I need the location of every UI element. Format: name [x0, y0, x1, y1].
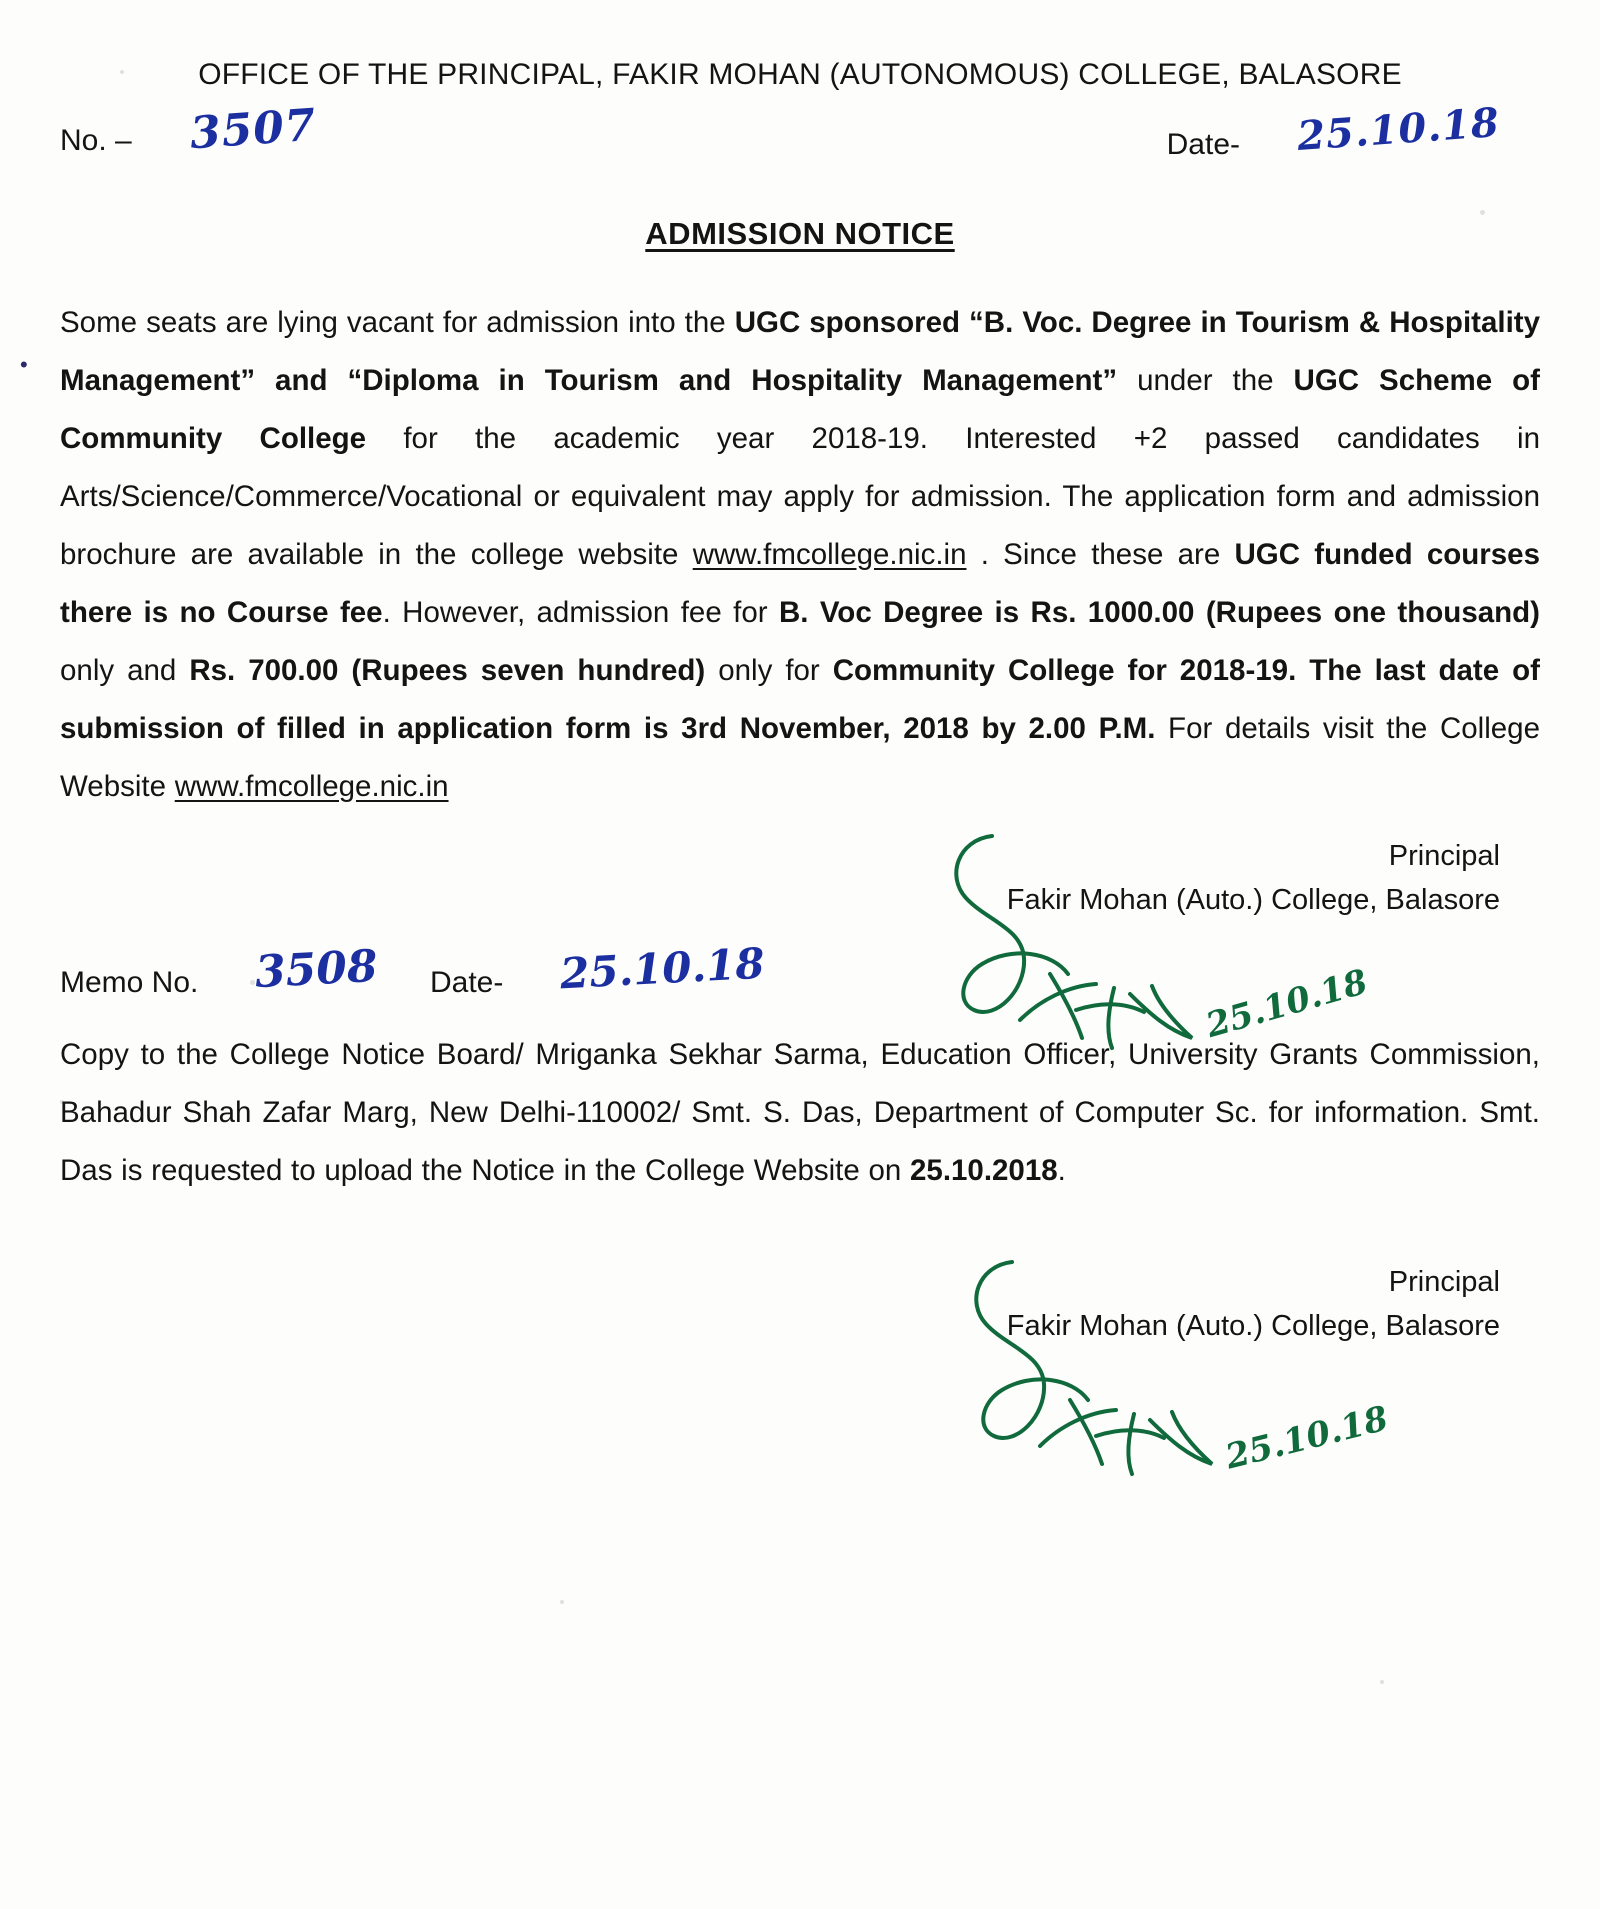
notice-body-paragraph [60, 294, 1540, 816]
reference-row [40, 98, 1560, 180]
notice-text-2: under the [1117, 364, 1294, 397]
reference-no-label: No. – [60, 124, 132, 157]
notice-bold-no-fee: UGC funded courses there is no Course fee [60, 538, 1540, 629]
signature-date-handwritten: 25.10.18 [1202, 961, 1373, 1047]
college-website-link-1[interactable]: www.fmcollege.nic.in [692, 538, 967, 571]
notice-text-5: . However, admission fee for [382, 596, 779, 629]
page-title: ADMISSION NOTICE [645, 216, 955, 251]
memo-no-label: Memo No. [60, 966, 199, 999]
reference-no-value: 3507 [188, 99, 319, 160]
notice-text-4: . Since these are [966, 538, 1235, 571]
memo-body-paragraph [60, 1026, 1540, 1200]
memo-reference-row [40, 940, 1560, 1020]
notice-text-1: Some seats are lying vacant for admission into the [60, 306, 735, 339]
memo-bold-date: 25.10.2018 [910, 1154, 1058, 1187]
college-website-link-2[interactable]: www.fmcollege.nic.in [174, 770, 449, 803]
memo-text-2: . [1057, 1154, 1066, 1187]
memo-text-1: Copy to the College Notice Board/ Mriganka Sekhar Sarma, Education Officer, University Grants Commission, Bahadur Shah Zafar Marg, New Delhi-110002/ Smt. S. Das, Department of Computer Sc. for information. Smt. Das is requested to upload the Notice in the College Website on [60, 1038, 1540, 1187]
reference-date-value: 25.10.18 [1295, 98, 1502, 161]
signature-institution-2: Fakir Mohan (Auto.) College, Balasore [1006, 1310, 1500, 1342]
memo-no-value: 3508 [253, 940, 379, 999]
signature-date-handwritten: 25.10.18 [1221, 1398, 1393, 1478]
notice-bold-scheme: UGC Scheme of Community College [60, 364, 1541, 455]
office-header: OFFICE OF THE PRINCIPAL, FAKIR MOHAN (AUTONOMOUS) COLLEGE, BALASORE [198, 58, 1402, 91]
memo-date-value: 25.10.18 [558, 938, 766, 999]
notice-bold-last-date: Community College for 2018-19. The last date of submission of filled in application form is 3rd November, 2018 by 2.00 P.M. [60, 654, 1540, 745]
notice-text-8: For details visit the College Website [60, 712, 1540, 803]
notice-bold-courses: UGC sponsored “B. Voc. Degree in Tourism & Hospitality Management” and “Diploma in Tourism and Hospitality Management” [60, 306, 1540, 397]
signature-institution-1: Fakir Mohan (Auto.) College, Balasore [1006, 884, 1500, 916]
signature-designation-2: Principal [1388, 1266, 1500, 1298]
notice-bold-bvoc-fee: B. Voc Degree is Rs. 1000.00 (Rupees one thousand) [778, 596, 1540, 629]
notice-text-6: only and [60, 654, 190, 687]
reference-date-label: Date- [1166, 128, 1240, 161]
notice-text-7: only for [705, 654, 833, 687]
signature-block-principal-2 [40, 1260, 1560, 1478]
notice-bold-diploma-fee: Rs. 700.00 (Rupees seven hundred) [189, 654, 706, 687]
signature-designation-1: Principal [1388, 840, 1500, 872]
notice-text-3: for the academic year 2018-19. Interested +2 passed candidates in Arts/Science/Commerce/Vocational or equivalent may apply for admission. The application form and admission brochure are available in the college website [60, 422, 1540, 571]
margin-pen-mark: • [20, 352, 28, 377]
memo-date-label: Date- [430, 966, 504, 999]
